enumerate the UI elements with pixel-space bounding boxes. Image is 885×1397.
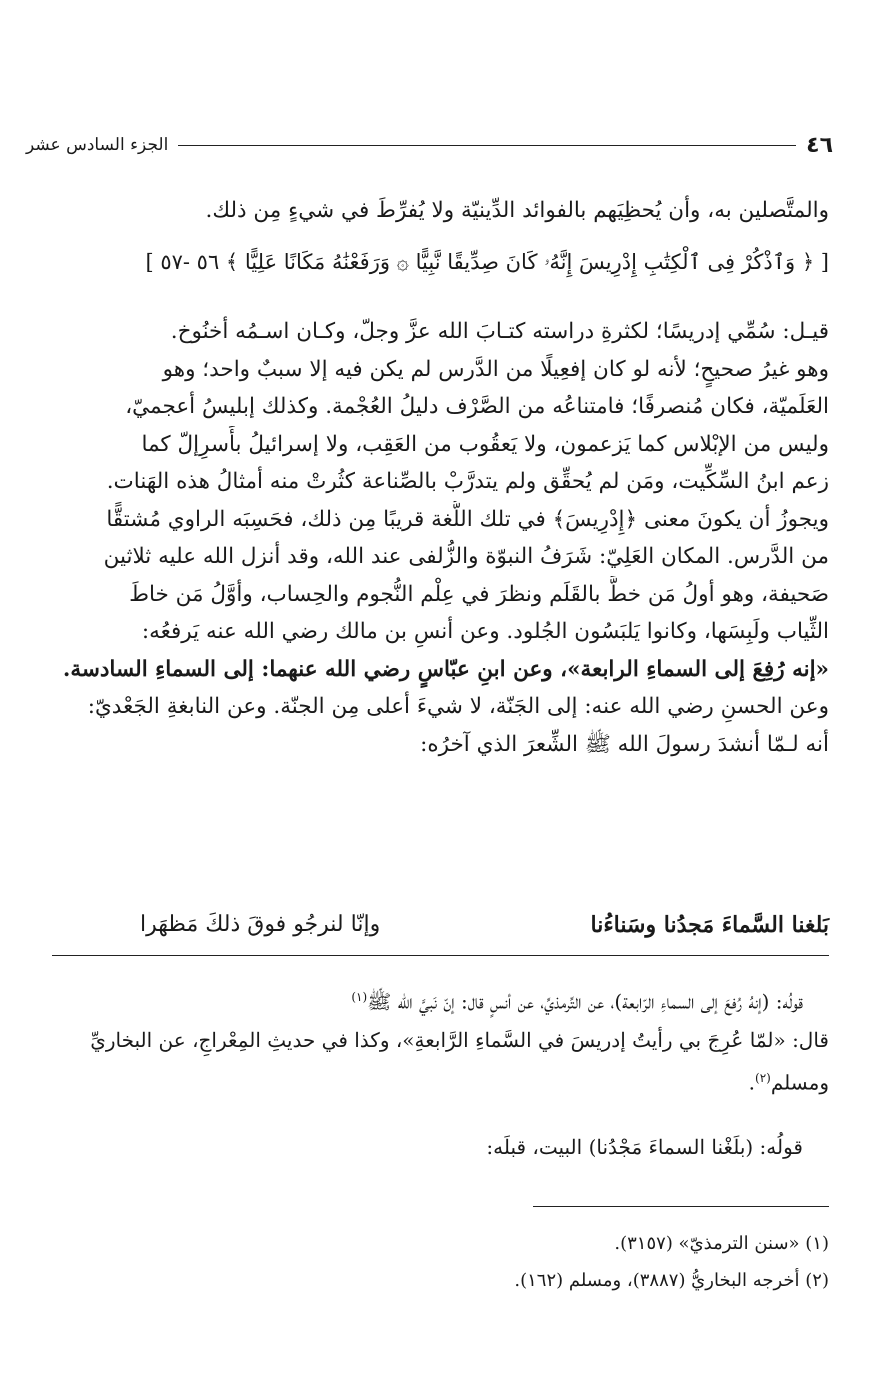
intro-line: والمتَّصلين به، وأن يُحظِيَهم بالفوائد الدِّينيّة ولا يُفرِّطَ في شيءٍ مِن ذلك. [205, 198, 829, 223]
page-number: ٤٦ [806, 132, 833, 158]
footnote: (٢) أخرجه البخاريُّ (٣٨٨٧)، ومسلم (١٦٢). [514, 1270, 829, 1291]
poem-verse [140, 912, 829, 938]
commentary-divider [52, 955, 829, 956]
body-line: صَحيفة، وهو أولُ مَن خطَّ بالقَلَم ونظرَ في عِلْم النُّجوم والحِساب، وأوَّلُ مَن خاطَ [129, 581, 829, 607]
body-line: زعم ابنُ السِّكِّيت، ومَن لم يُحقِّق ولم يتدرَّبْ بالصِّناعة كثُرتْ منه أمثالُ هذه الهَنات. [106, 469, 829, 494]
body-line: ويجوزُ أن يكونَ معنى ﴿إِدْرِيسَ﴾ في تلك اللُّغة قريبًا مِن ذلك، فحَسِبَه الراوي مُشتقًّا [106, 506, 829, 532]
commentary-line [52, 978, 829, 1021]
running-title: الجزء السادس عشر [26, 135, 169, 155]
body-line: وعن الحسنِ رضي الله عنه: إلى الجَنّة، لا شيءَ أعلى مِن الجنّة. وعن النابغةِ الجَعْديّ: [87, 694, 829, 719]
footnotes [52, 1225, 829, 1299]
footnote-divider [533, 1206, 829, 1207]
footnote: (١) «سنن الترمذيّ» (٣١٥٧). [614, 1233, 829, 1254]
commentary-2 [52, 1128, 829, 1166]
commentary-line: قال: «لمّا عُرِجَ بي رأيتُ إدريسَ في السَّماءِ الرَّابعةِ»، وكذا في حديثِ المِعْراجِ، عن البخاريِّ [90, 1027, 829, 1052]
body-line: وهو غيرُ صحيحٍ؛ لأنه لو كان إفعِيلًا من الدَّرس لم يكن فيه إلا سببٌ واحد؛ وهو [162, 356, 829, 382]
body-line: الثِّياب ولَبِسَها، وكانوا يَلبَسُون الجُلود. وعن أنسِ بن مالك رضي الله عنه يَرفعُه: [141, 619, 829, 644]
body-line: قيـل: سُمِّي إدريسًا؛ لكثرةِ دراسته كتـابَ الله عزَّ وجلّ، وكـان اسـمُه أخنُوخ. [170, 319, 829, 344]
body-line: وليس من الإبْلاس كما يَزعمون، ولا يَعقُوب من العَقِب، ولا إسرائيلُ بأَسرِإلّ كما [141, 431, 829, 457]
body-line: أنه لـمّا أنشدَ رسولَ الله ﷺ الشِّعرَ الذي آخرُه: [420, 731, 829, 757]
commentary-line: ومسلم$^{(٢)}$. [748, 1070, 829, 1095]
body-line: العَلَميّة، فكان مُنصرفًا؛ فامتناعُه من الصَّرْف دليلُ العُجْمة. وكذلك إبليسُ أعجميّ، [125, 394, 829, 419]
quran-verse: [ ﴿ وَٱذْكُرْ فِى ٱلْكِتَٰبِ إِدْرِيسَ إِنَّهُۥ كَانَ صِدِّيقًا نَّبِيًّا ۞ وَرَفَعْنَٰهُ مَكَانًا عَلِيًّا ﴾ ٥٦ -٥٧ ] [145, 250, 829, 274]
commentary [52, 978, 829, 1101]
running-header [26, 130, 833, 160]
body-text [52, 313, 829, 763]
commentary-text: ومسلم [770, 1070, 829, 1095]
header-divider [178, 145, 796, 146]
commentary-line: قولُه: (بلَغْنا السماءَ مَجْدُنا) البيت، قبلَه: [486, 1135, 803, 1159]
footnote-ref: (٢) [755, 1070, 771, 1085]
footnote-ref: (١) [351, 990, 368, 1004]
commentary-text: قولُه: (إنهُ رُفعَ إلى السماءِ الرّابعة)، عن التِّرمذيِّ، عن أنسٍ قال: إنّ نَبيَّ الله ﷺ [367, 989, 803, 1014]
poem-first-hemistich: بَلغنا السَّماءَ مَجدُنا وسَناءُنا [590, 912, 829, 938]
poem-second-hemistich: وإنّا لنرجُو فوقَ ذلكَ مَظهَرا [140, 912, 381, 937]
body-line: من الدَّرس. المكان العَلِيّ: شَرَفُ النبوّة والزُّلفى عند الله، وقد أنزل الله عليه ثلاثين [103, 544, 829, 569]
body-line: «إنه رُفِعَ إلى السماءِ الرابعة»، وعن ابنِ عبّاسٍ رضي الله عنهما: إلى السماءِ السادسة. [62, 656, 829, 682]
